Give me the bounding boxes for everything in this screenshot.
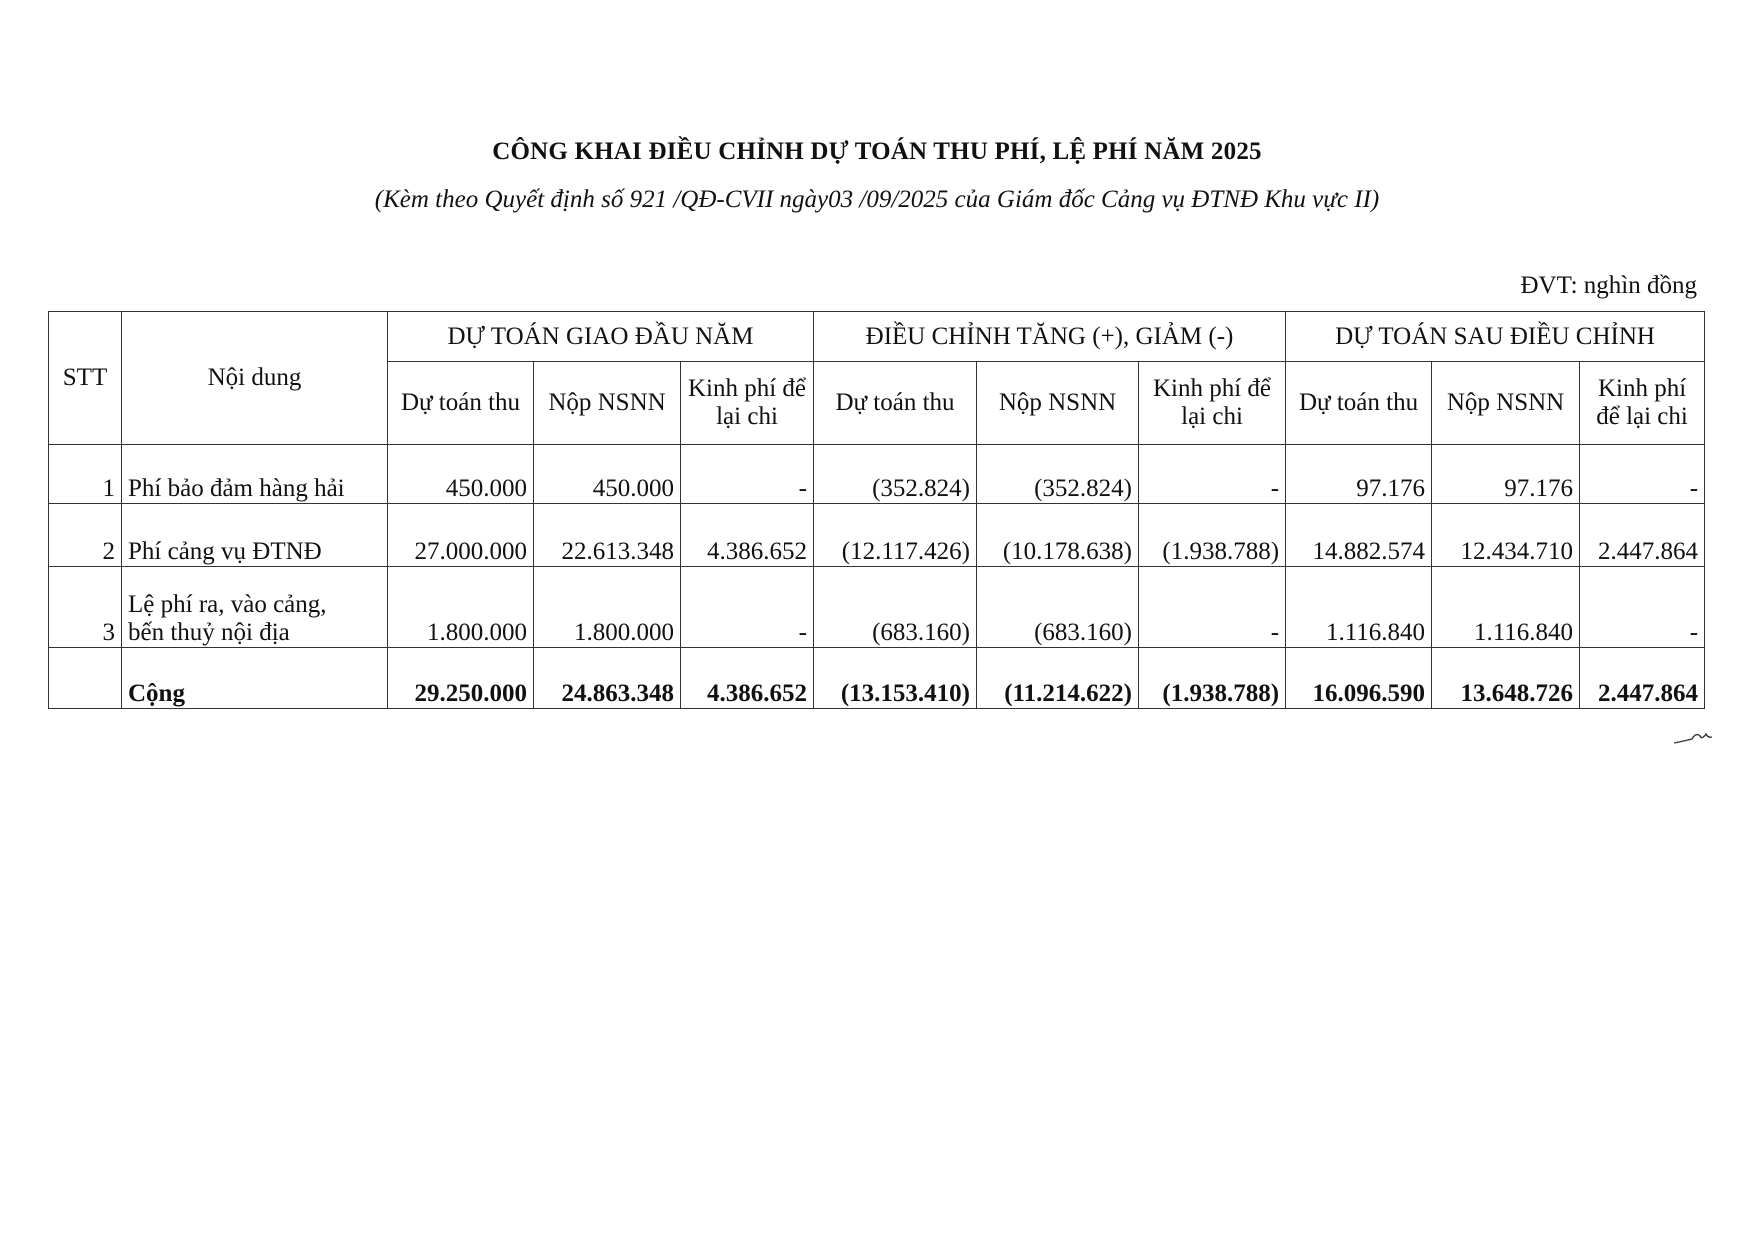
subheader-cell: Dự toán thu [1286, 362, 1432, 445]
total-value: (1.938.788) [1139, 648, 1286, 709]
cell-value: 27.000.000 [388, 504, 534, 567]
row-stt: 1 [49, 445, 122, 504]
row-content-line: Lệ phí ra, vào cảng, [128, 591, 327, 618]
subheader-cell: Nộp NSNN [534, 362, 681, 445]
row-content [122, 567, 388, 648]
row-stt: 3 [49, 567, 122, 648]
cell-value: 1.800.000 [388, 567, 534, 648]
header-group-initial: DỰ TOÁN GIAO ĐẦU NĂM [388, 312, 814, 362]
header-group-adjustment: ĐIỀU CHỈNH TĂNG (+), GIẢM (-) [814, 312, 1286, 362]
row-content: Phí bảo đảm hàng hải [122, 445, 388, 504]
unit-note: ĐVT: nghìn đồng [1520, 272, 1697, 299]
cell-value: (683.160) [814, 567, 977, 648]
row-content: Phí cảng vụ ĐTNĐ [122, 504, 388, 567]
total-label: Cộng [122, 648, 388, 709]
cell-value: - [1139, 445, 1286, 504]
total-value: 24.863.348 [534, 648, 681, 709]
cell-value: - [681, 567, 814, 648]
header-group-after: DỰ TOÁN SAU ĐIỀU CHỈNH [1286, 312, 1705, 362]
cell-value: 1.116.840 [1432, 567, 1580, 648]
cell-value: 12.434.710 [1432, 504, 1580, 567]
total-value: 4.386.652 [681, 648, 814, 709]
cell-value: 1.800.000 [534, 567, 681, 648]
subheader-cell: Kinh phí để lại chi [1580, 362, 1705, 445]
cell-value: 1.116.840 [1286, 567, 1432, 648]
cell-value: 450.000 [388, 445, 534, 504]
subheader-cell: Kinh phí để lại chi [1139, 362, 1286, 445]
total-value: 2.447.864 [1580, 648, 1705, 709]
total-row [49, 648, 1705, 709]
cell-value: 14.882.574 [1286, 504, 1432, 567]
header-content: Nội dung [122, 312, 388, 445]
total-value: (11.214.622) [977, 648, 1139, 709]
subheader-cell: Dự toán thu [388, 362, 534, 445]
cell-value: (683.160) [977, 567, 1139, 648]
total-value: 16.096.590 [1286, 648, 1432, 709]
subheader-cell: Kinh phí để lại chi [681, 362, 814, 445]
header-group-row [49, 312, 1705, 362]
cell-value: (352.824) [814, 445, 977, 504]
subheader-cell: Nộp NSNN [977, 362, 1139, 445]
cell-value: (12.117.426) [814, 504, 977, 567]
cell-value: - [1580, 567, 1705, 648]
row-content-line: bến thuỷ nội địa [128, 619, 290, 646]
table-row [49, 504, 1705, 567]
initial-mark-icon [1672, 728, 1714, 748]
cell-value: 97.176 [1286, 445, 1432, 504]
total-stt-empty [49, 648, 122, 709]
header-stt: STT [49, 312, 122, 445]
row-stt: 2 [49, 504, 122, 567]
cell-value: - [1139, 567, 1286, 648]
cell-value: 22.613.348 [534, 504, 681, 567]
cell-value: - [681, 445, 814, 504]
total-value: 29.250.000 [388, 648, 534, 709]
table-row [49, 445, 1705, 504]
document-title: CÔNG KHAI ĐIỀU CHỈNH DỰ TOÁN THU PHÍ, LỆ PHÍ NĂM 2025 [492, 138, 1262, 165]
table-row [49, 567, 1705, 648]
cell-value: (1.938.788) [1139, 504, 1286, 567]
subheader-cell: Nộp NSNN [1432, 362, 1580, 445]
total-value: (13.153.410) [814, 648, 977, 709]
cell-value: 4.386.652 [681, 504, 814, 567]
cell-value: (352.824) [977, 445, 1139, 504]
cell-value: 2.447.864 [1580, 504, 1705, 567]
total-value: 13.648.726 [1432, 648, 1580, 709]
cell-value: 97.176 [1432, 445, 1580, 504]
cell-value: (10.178.638) [977, 504, 1139, 567]
budget-table [48, 311, 1705, 709]
cell-value: 450.000 [534, 445, 681, 504]
cell-value: - [1580, 445, 1705, 504]
document-subtitle: (Kèm theo Quyết định số 921 /QĐ-CVII ngày03 /09/2025 của Giám đốc Cảng vụ ĐTNĐ Khu vực II) [374, 186, 1380, 213]
subheader-cell: Dự toán thu [814, 362, 977, 445]
